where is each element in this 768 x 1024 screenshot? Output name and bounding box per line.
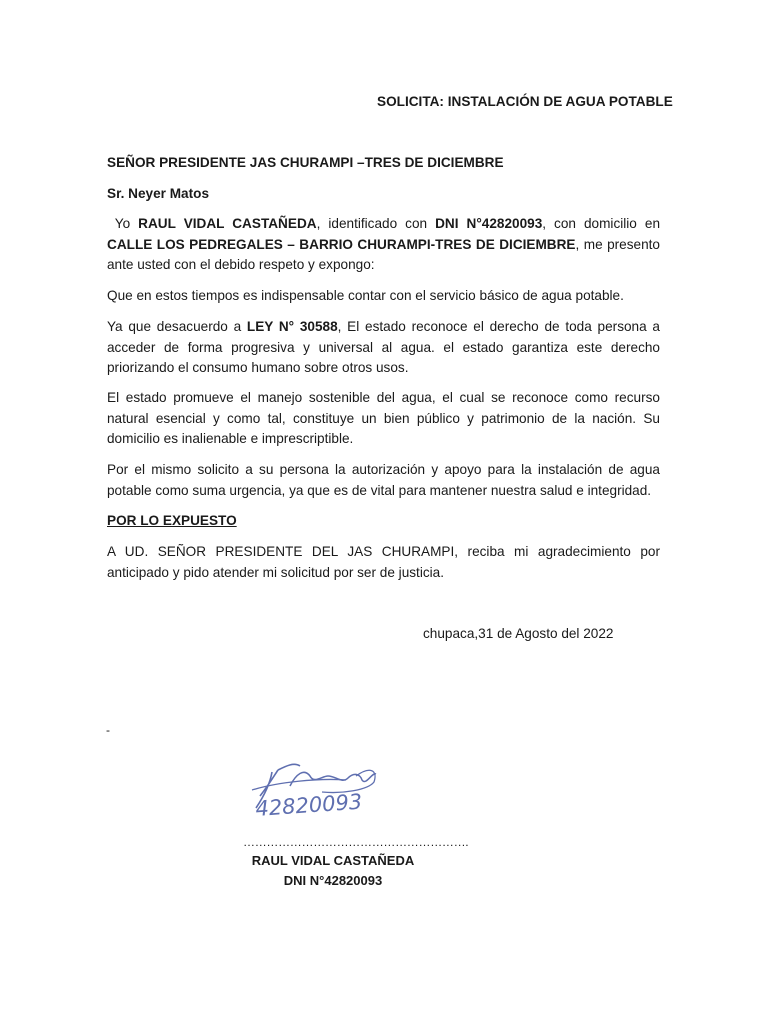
signer-name: RAUL VIDAL CASTAÑEDA <box>251 853 415 868</box>
date-line: chupaca,31 de Agosto del 2022 <box>423 626 614 641</box>
dash-mark: - <box>106 723 110 737</box>
intro-text: Yo <box>107 216 139 231</box>
paragraph-1: Que en estos tiempos es indispensable contar con el servicio básico de agua potable. <box>107 288 624 303</box>
paragraph-text: Ya que desacuerdo a <box>107 319 247 334</box>
law-reference: LEY N° 30588 <box>246 319 338 334</box>
intro-text: , identificado con <box>316 216 436 231</box>
subject-line: SOLICITA: INSTALACIÓN DE AGUA POTABLE <box>377 94 673 109</box>
paragraph-2 <box>107 317 660 379</box>
paragraph-3: El estado promueve el manejo sostenible del agua, el cual se reconoce como recurso natural esencial y como tal, constituye un bien público y patrimonio de la nación. Su domicilio es inalienable e imprescriptible. <box>107 390 660 446</box>
intro-paragraph <box>107 214 660 276</box>
applicant-address: CALLE LOS PEDREGALES – BARRIO CHURAMPI-TRES DE DICIEMBRE <box>107 236 576 252</box>
signer-dni: DNI N°42820093 <box>283 873 383 888</box>
paragraph-4: Por el mismo solicito a su persona la autorización y apoyo para la instalación de agua potable como suma urgencia, ya que es de vital para mantener nuestra salud e integridad. <box>107 462 660 498</box>
intro-text: , con domicilio en <box>542 216 661 231</box>
intro-text: , me presento ante usted con el debido respeto y expongo: <box>107 236 660 272</box>
applicant-dni: DNI N°42820093 <box>435 216 543 231</box>
handwritten-signature <box>238 752 434 824</box>
svg-text:42820093: 42820093 <box>254 789 363 821</box>
addressee-line: Sr. Neyer Matos <box>107 186 209 201</box>
section-heading: POR LO EXPUESTO <box>107 513 237 528</box>
closing-paragraph: A UD. SEÑOR PRESIDENTE DEL JAS CHURAMPI, reciba mi agradecimiento por anticipado y pido atender mi solicitud por ser de justicia. <box>107 544 660 580</box>
paragraph-text: , El estado reconoce el derecho de toda persona a acceder de forma progresiva y universal al agua. el estado garantiza este derecho priorizando el consumo humano sobre otros usos. <box>107 319 660 375</box>
applicant-name: RAUL VIDAL CASTAÑEDA <box>138 216 317 231</box>
signature-line: …………………………………………………. <box>243 835 469 849</box>
recipient-line: SEÑOR PRESIDENTE JAS CHURAMPI –TRES DE DICIEMBRE <box>107 155 504 170</box>
